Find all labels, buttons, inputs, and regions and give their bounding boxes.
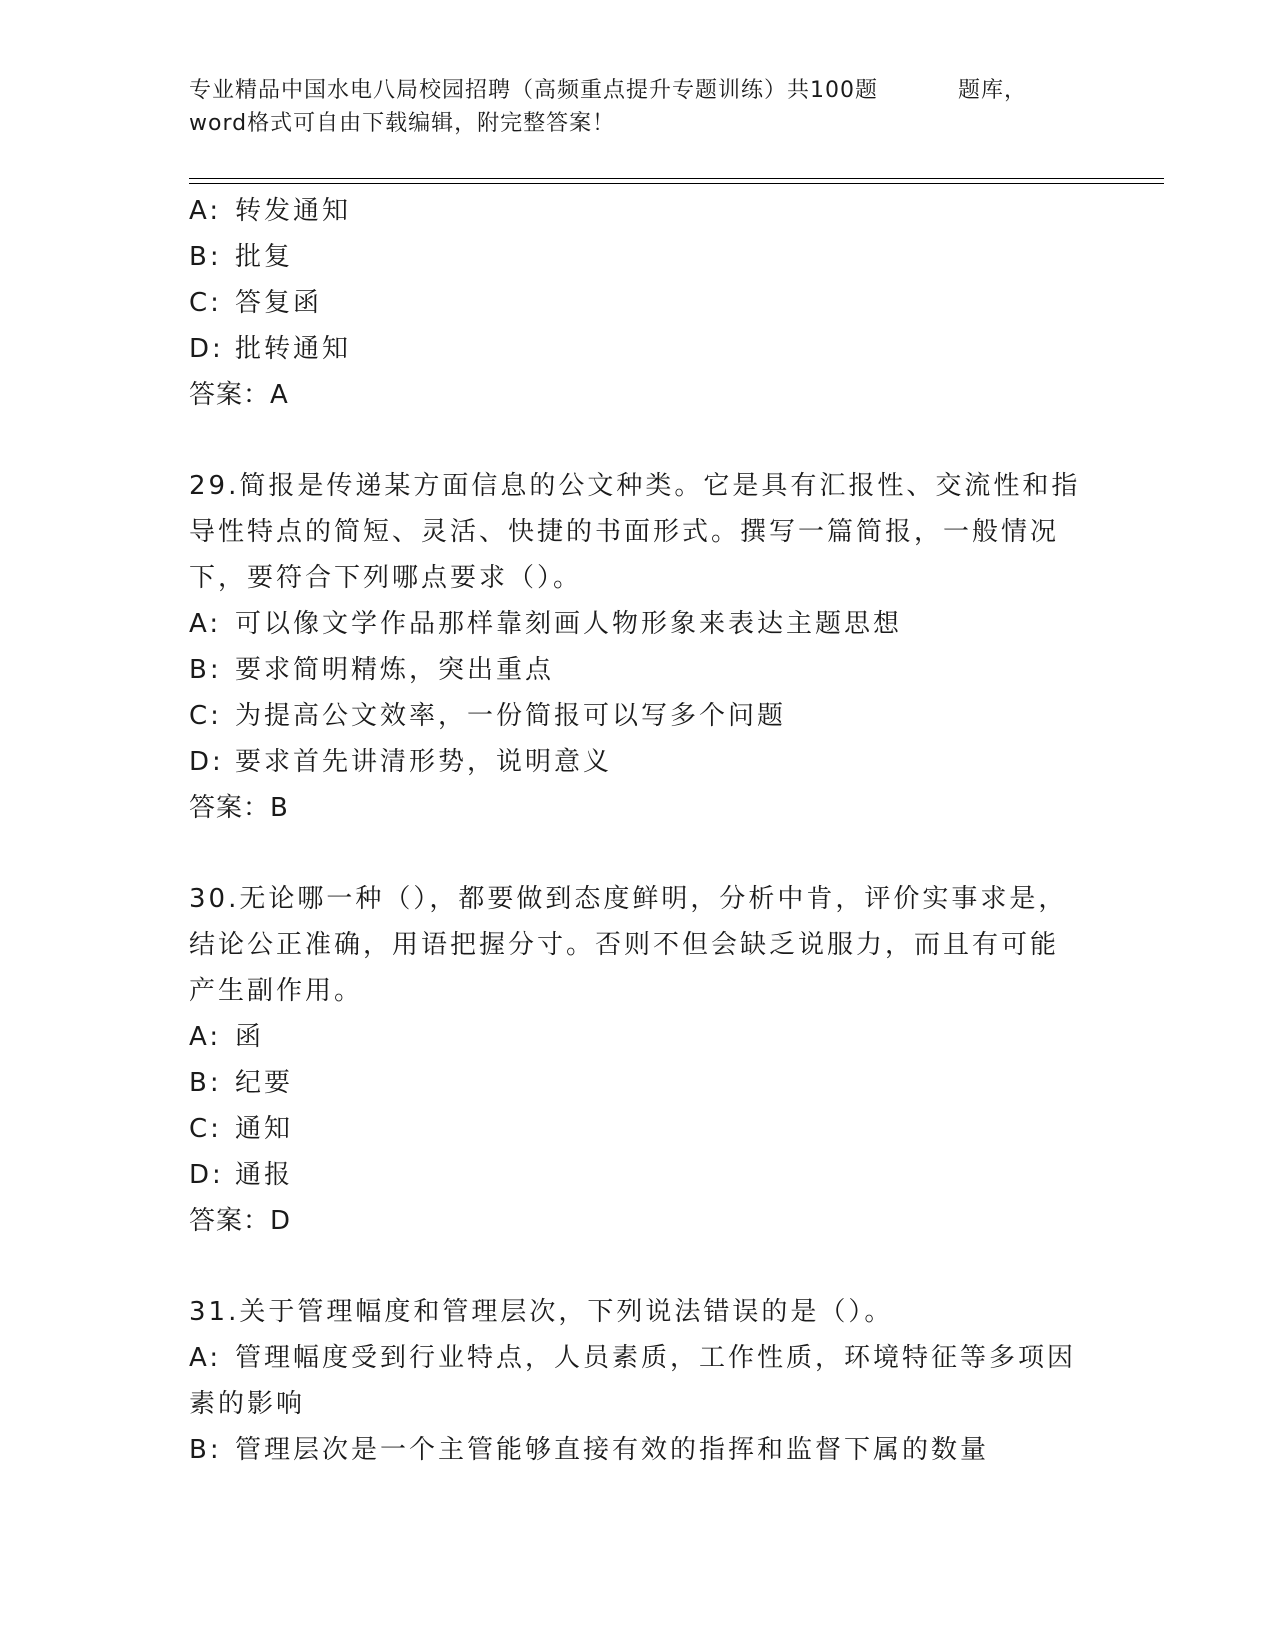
question-30	[189, 876, 1089, 1244]
question-text-line: 下，要符合下列哪点要求（）。	[189, 563, 583, 593]
option-text: 转发通知	[235, 196, 352, 226]
spacer	[189, 831, 1089, 876]
option-c	[189, 1106, 1089, 1152]
question-text-line: 结论公正准确，用语把握分寸。否则不但会缺乏说服力，而且有可能	[189, 930, 1060, 960]
question-content	[189, 188, 1089, 1473]
header-subtitle: word格式可自由下载编辑，附完整答案！	[189, 111, 616, 136]
option-b	[189, 234, 1089, 280]
question-31	[189, 1289, 1089, 1473]
option-a	[189, 601, 1089, 647]
option-a-continuation: 素的影响	[189, 1389, 306, 1419]
option-text: 要求首先讲清形势，说明意义	[235, 747, 613, 777]
question-text-line: 31.关于管理幅度和管理层次，下列说法错误的是（）。	[189, 1297, 894, 1327]
page-header	[189, 74, 1089, 140]
header-title: 专业精品中国水电八局校园招聘（高频重点提升专题训练）共100题	[189, 78, 878, 103]
option-c	[189, 693, 1089, 739]
option-a	[189, 1335, 1089, 1381]
option-key: D:	[189, 747, 224, 777]
header-rule-top	[189, 178, 1164, 179]
question-text-line: 30.无论哪一种（），都要做到态度鲜明，分析中肯，评价实事求是，	[189, 884, 1068, 914]
header-rule-bottom	[189, 183, 1164, 184]
answer-value: D	[270, 1206, 294, 1236]
option-key: C:	[189, 1114, 222, 1144]
answer-label: 答案：	[189, 1206, 271, 1236]
answer-line	[189, 1198, 1089, 1244]
option-key: D:	[189, 1160, 224, 1190]
option-text: 批转通知	[235, 334, 352, 364]
option-key: A:	[189, 196, 222, 226]
option-c	[189, 280, 1089, 326]
option-key: B:	[189, 1435, 222, 1465]
spacer	[189, 418, 1089, 463]
option-text: 答复函	[235, 288, 323, 318]
option-key: B:	[189, 242, 222, 272]
question-text-line: 导性特点的简短、灵活、快捷的书面形式。撰写一篇简报，一般情况	[189, 517, 1060, 547]
option-d	[189, 1152, 1089, 1198]
option-a	[189, 188, 1089, 234]
option-key: B:	[189, 655, 222, 685]
answer-label: 答案：	[189, 380, 271, 410]
option-d	[189, 739, 1089, 785]
option-text: 为提高公文效率，一份简报可以写多个问题	[235, 701, 787, 731]
answer-value: A	[270, 380, 291, 410]
option-b	[189, 1427, 1089, 1473]
option-key: A:	[189, 609, 222, 639]
answer-label: 答案：	[189, 793, 271, 823]
option-a	[189, 1014, 1089, 1060]
option-key: C:	[189, 701, 222, 731]
header-suffix: 题库，	[958, 78, 1028, 103]
option-text: 通知	[235, 1114, 294, 1144]
answer-line	[189, 372, 1089, 418]
option-key: D:	[189, 334, 224, 364]
option-b	[189, 1060, 1089, 1106]
answer-line	[189, 785, 1089, 831]
option-text: 批复	[235, 242, 294, 272]
option-text: 可以像文学作品那样靠刻画人物形象来表达主题思想	[235, 609, 903, 639]
option-b	[189, 647, 1089, 693]
spacer	[189, 1244, 1089, 1289]
option-text: 管理层次是一个主管能够直接有效的指挥和监督下属的数量	[235, 1435, 990, 1465]
option-key: B:	[189, 1068, 222, 1098]
question-29	[189, 463, 1089, 831]
option-key: A:	[189, 1022, 222, 1052]
option-text: 通报	[235, 1160, 294, 1190]
option-text: 纪要	[235, 1068, 294, 1098]
option-key: A:	[189, 1343, 222, 1373]
option-text: 函	[235, 1022, 265, 1052]
question-text-line: 产生副作用。	[189, 976, 364, 1006]
question-28	[189, 188, 1089, 418]
option-d	[189, 326, 1089, 372]
option-text: 要求简明精炼，突出重点	[235, 655, 555, 685]
option-text: 管理幅度受到行业特点，人员素质，工作性质，环境特征等多项因	[235, 1343, 1077, 1373]
option-key: C:	[189, 288, 222, 318]
answer-value: B	[270, 793, 291, 823]
question-text-line: 29.简报是传递某方面信息的公文种类。它是具有汇报性、交流性和指	[189, 471, 1081, 501]
